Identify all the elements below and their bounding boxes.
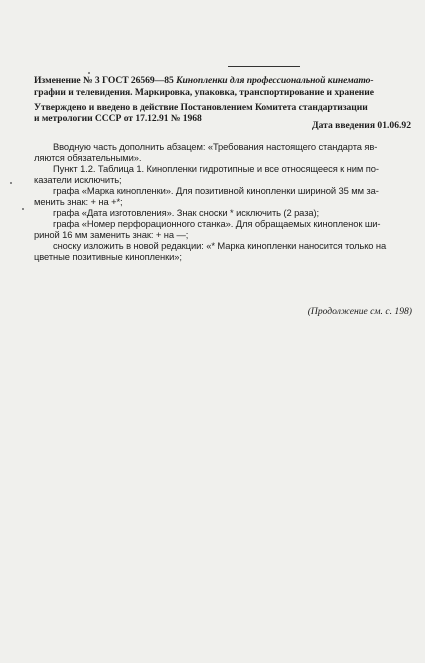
body-line: графа «Номер перфорационного станка». Для обращаемых кинопленок ши- xyxy=(53,218,381,229)
scan-speck xyxy=(88,72,90,74)
body-line: риной 16 мм заменить знак: + на —; xyxy=(34,229,189,240)
effective-date: Дата введения 01.06.92 xyxy=(311,120,411,131)
scan-speck xyxy=(10,182,12,184)
body-line: графа «Дата изготовления». Знак сноски * исключить (2 раза); xyxy=(53,207,320,218)
header-rule xyxy=(228,66,300,67)
amendment-number: Изменение № 3 ГОСТ 26569—85 xyxy=(34,75,177,86)
scan-speck xyxy=(22,208,24,210)
approval-line-2: и метрологии СССР от 17.12.91 № 1968 xyxy=(34,113,202,124)
approval-line-1: Утверждено и введено в действие Постановлением Комитета стандартизации xyxy=(34,102,368,113)
body-line: сноску изложить в новой редакции: «* Марка кинопленки наносится только на xyxy=(53,240,387,251)
body-line: графа «Марка кинопленки». Для позитивной кинопленки шириной 35 мм за- xyxy=(53,185,379,196)
body-line: ляются обязательными». xyxy=(34,152,142,163)
body-line: Вводную часть дополнить абзацем: «Требования настоящего стандарта яв- xyxy=(53,141,378,152)
body-line: казатели исключить; xyxy=(34,174,122,185)
standard-title: Кинопленки для профессиональной кинемато- xyxy=(176,75,374,86)
amendment-title-line-1 xyxy=(34,75,409,87)
continuation-note: (Продолжение см. с. 198) xyxy=(307,306,412,317)
body-line: менить знак: + на +*; xyxy=(34,196,123,207)
body-line: цветные позитивные кинопленки»; xyxy=(34,251,182,262)
body-line: Пункт 1.2. Таблица 1. Кинопленки гидротипные и все относящееся к ним по- xyxy=(53,163,379,174)
amendment-title-line-2: графии и телевидения. Маркировка, упаковка, транспортирование и хранение xyxy=(34,87,374,98)
